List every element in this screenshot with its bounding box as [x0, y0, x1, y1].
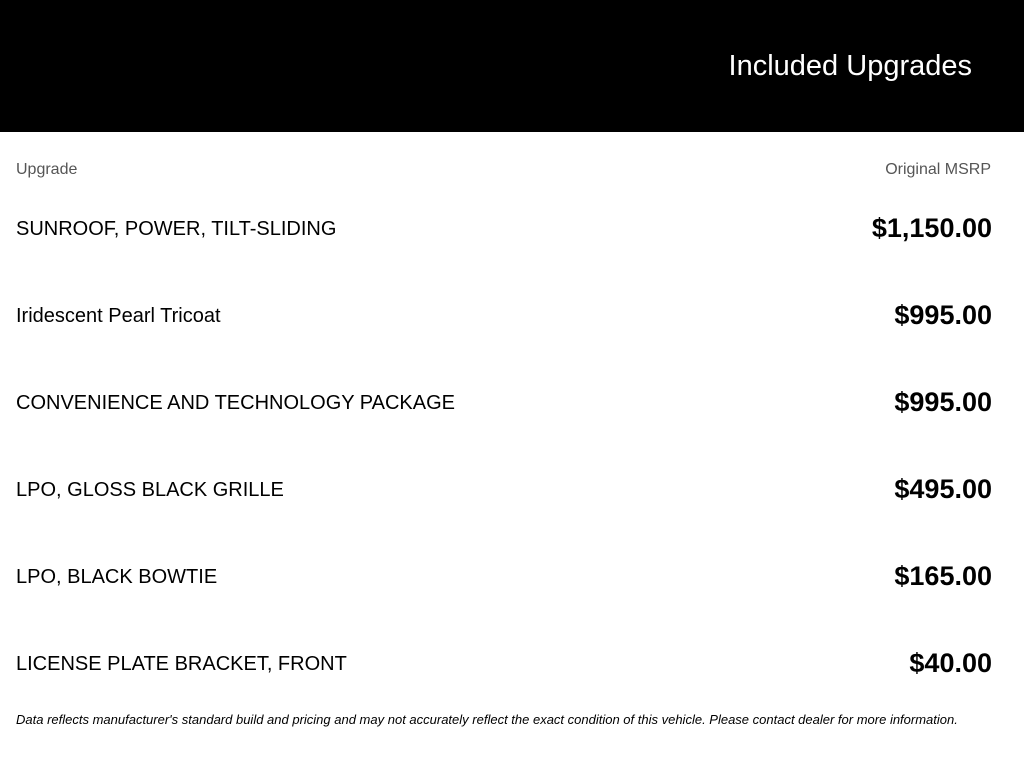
upgrade-price: $995.00 — [894, 300, 992, 330]
upgrade-row — [0, 198, 1024, 285]
upgrades-list — [0, 198, 1024, 720]
upgrade-name: CONVENIENCE AND TECHNOLOGY PACKAGE — [16, 392, 455, 414]
upgrade-name: Iridescent Pearl Tricoat — [16, 305, 221, 327]
upgrade-price: $995.00 — [894, 387, 992, 417]
upgrade-price: $165.00 — [894, 561, 992, 591]
upgrade-price: $40.00 — [909, 648, 992, 678]
page-title: Included Upgrades — [728, 50, 972, 82]
upgrade-row — [0, 546, 1024, 633]
upgrade-price: $1,150.00 — [871, 213, 992, 243]
disclaimer-text: Data reflects manufacturer's standard build and pricing and may not accurately reflect the exact condition of this vehicle. Please contact dealer for more information. — [16, 712, 958, 727]
column-header-upgrade: Upgrade — [16, 161, 78, 178]
upgrade-row — [0, 372, 1024, 459]
upgrade-name: SUNROOF, POWER, TILT-SLIDING — [16, 218, 337, 240]
upgrade-price: $495.00 — [894, 474, 992, 504]
upgrade-name: LPO, BLACK BOWTIE — [16, 566, 218, 588]
upgrade-row — [0, 285, 1024, 372]
upgrade-name: LICENSE PLATE BRACKET, FRONT — [16, 653, 347, 675]
header-bar — [0, 0, 1024, 132]
upgrade-row — [0, 459, 1024, 546]
upgrade-row — [0, 633, 1024, 720]
upgrade-name: LPO, GLOSS BLACK GRILLE — [16, 479, 284, 501]
column-header-msrp: Original MSRP — [885, 161, 991, 178]
